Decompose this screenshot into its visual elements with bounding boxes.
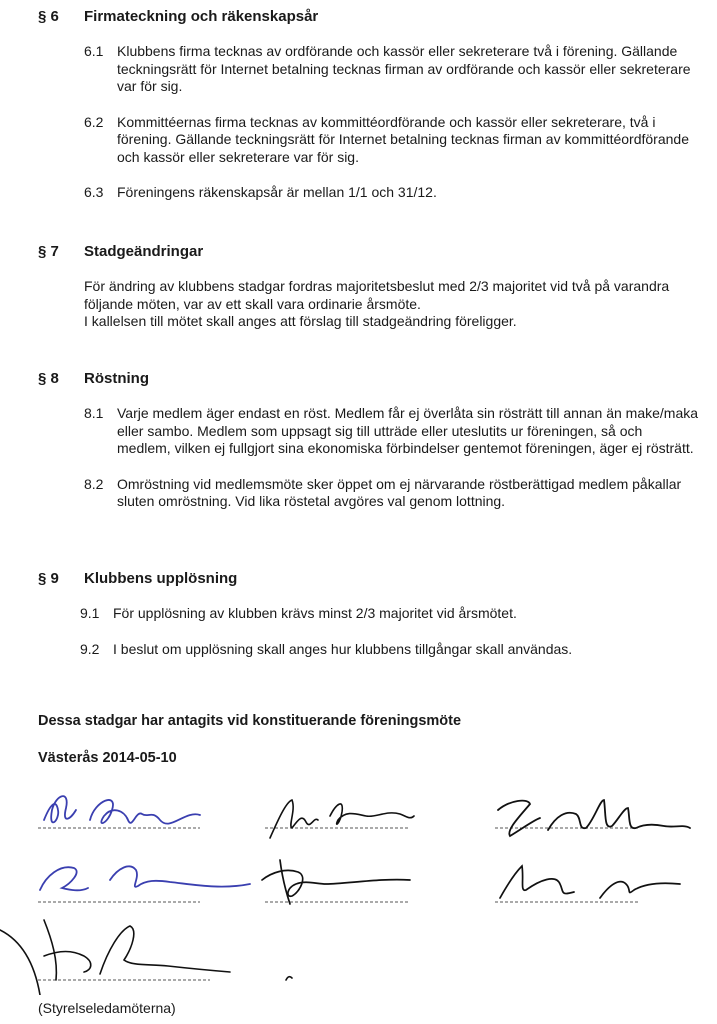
item-text: I beslut om upplösning skall anges hur klubbens tillgångar skall användas. [113, 640, 573, 657]
item-6-3 [84, 184, 698, 202]
section-9-number: § 9 [38, 570, 59, 587]
signature-area [0, 780, 717, 995]
signature-1 [44, 796, 200, 823]
section-7-title: Stadgeändringar [84, 243, 204, 260]
place-date: Västerås 2014-05-10 [38, 750, 177, 766]
section-6-number: § 6 [38, 8, 59, 25]
item-number: 6.2 [84, 113, 104, 130]
section-7-text-1: För ändring av klubbens stadgar fordras majoritetsbeslut med 2/3 majoritet vid två på varandra följande möten, var av ett skall vara ordinarie årsmöte. [84, 278, 670, 312]
signature-2 [270, 800, 414, 838]
item-6-1 [84, 43, 698, 96]
section-8-title: Röstning [84, 370, 149, 387]
section-7 [38, 243, 698, 331]
section-7-number: § 7 [38, 243, 59, 260]
section-7-text-2: I kallelsen till mötet skall anges att förslag till stadgeändring föreligger. [84, 313, 517, 329]
item-8-2 [84, 476, 698, 511]
signature-4 [40, 866, 250, 890]
section-7-paragraph [84, 278, 698, 331]
section-6-title: Firmateckning och räkenskapsår [84, 8, 319, 25]
signature-7 [0, 920, 292, 995]
item-6-2 [84, 114, 698, 167]
signature-5 [262, 860, 410, 904]
item-number: 9.1 [80, 605, 100, 621]
item-text: För upplösning av klubben krävs minst 2/3 majoritet vid årsmötet. [113, 605, 517, 621]
item-number: 6.1 [84, 43, 104, 59]
item-text: Varje medlem äger endast en röst. Medlem får ej överlåta sin rösträtt till annan än make/maka eller sambo. Medlem som uppsagt sig till utträde eller uteslutits ur föreningen, så och medlem, vilken ej fullgjort sina ekonomiska förbindelser gentemot föreningen, äger ej rösträtt. [117, 405, 699, 456]
item-text: Omröstning vid medlemsmöte sker öppet om ej närvarande röstberättigad medlem påkallar sluten omröstning. Vid lika röstetal avgöres val genom lottning. [117, 475, 682, 509]
signatories-caption: (Styrelseledamöterna) [38, 1000, 176, 1016]
item-number: 9.2 [80, 640, 100, 657]
section-6-heading [38, 8, 698, 26]
section-9-title: Klubbens upplösning [84, 570, 238, 587]
item-number: 6.3 [84, 184, 104, 200]
section-9-heading [38, 570, 698, 588]
section-7-heading [38, 243, 698, 261]
section-8-heading [38, 370, 698, 388]
item-text: Föreningens räkenskapsår är mellan 1/1 och 31/12. [117, 184, 437, 200]
section-8 [38, 370, 698, 511]
adoption-statement: Dessa stadgar har antagits vid konstituerande föreningsmöte [38, 713, 462, 729]
item-number: 8.2 [84, 475, 104, 492]
signature-6 [500, 866, 680, 898]
item-9-1 [80, 605, 698, 623]
item-text: Kommittéernas firma tecknas av kommittéordförande och kassör eller sekreterare, två i förening. Gällande teckningsrätt för Internet betalning tecknas firman av kommittéordförande och kassör eller sekreterare var för sig. [117, 113, 689, 165]
signature-3 [498, 800, 690, 836]
section-9 [38, 570, 698, 658]
item-number: 8.1 [84, 405, 104, 421]
item-9-2 [80, 641, 698, 659]
item-8-1 [84, 405, 698, 458]
item-text: Klubbens firma tecknas av ordförande och kassör eller sekreterare två i förening. Gällande teckningsrätt för Internet betalning tecknas firman av ordförande och kassör eller sekreterare var för sig. [117, 43, 691, 94]
section-6 [38, 8, 698, 202]
section-8-number: § 8 [38, 370, 59, 387]
